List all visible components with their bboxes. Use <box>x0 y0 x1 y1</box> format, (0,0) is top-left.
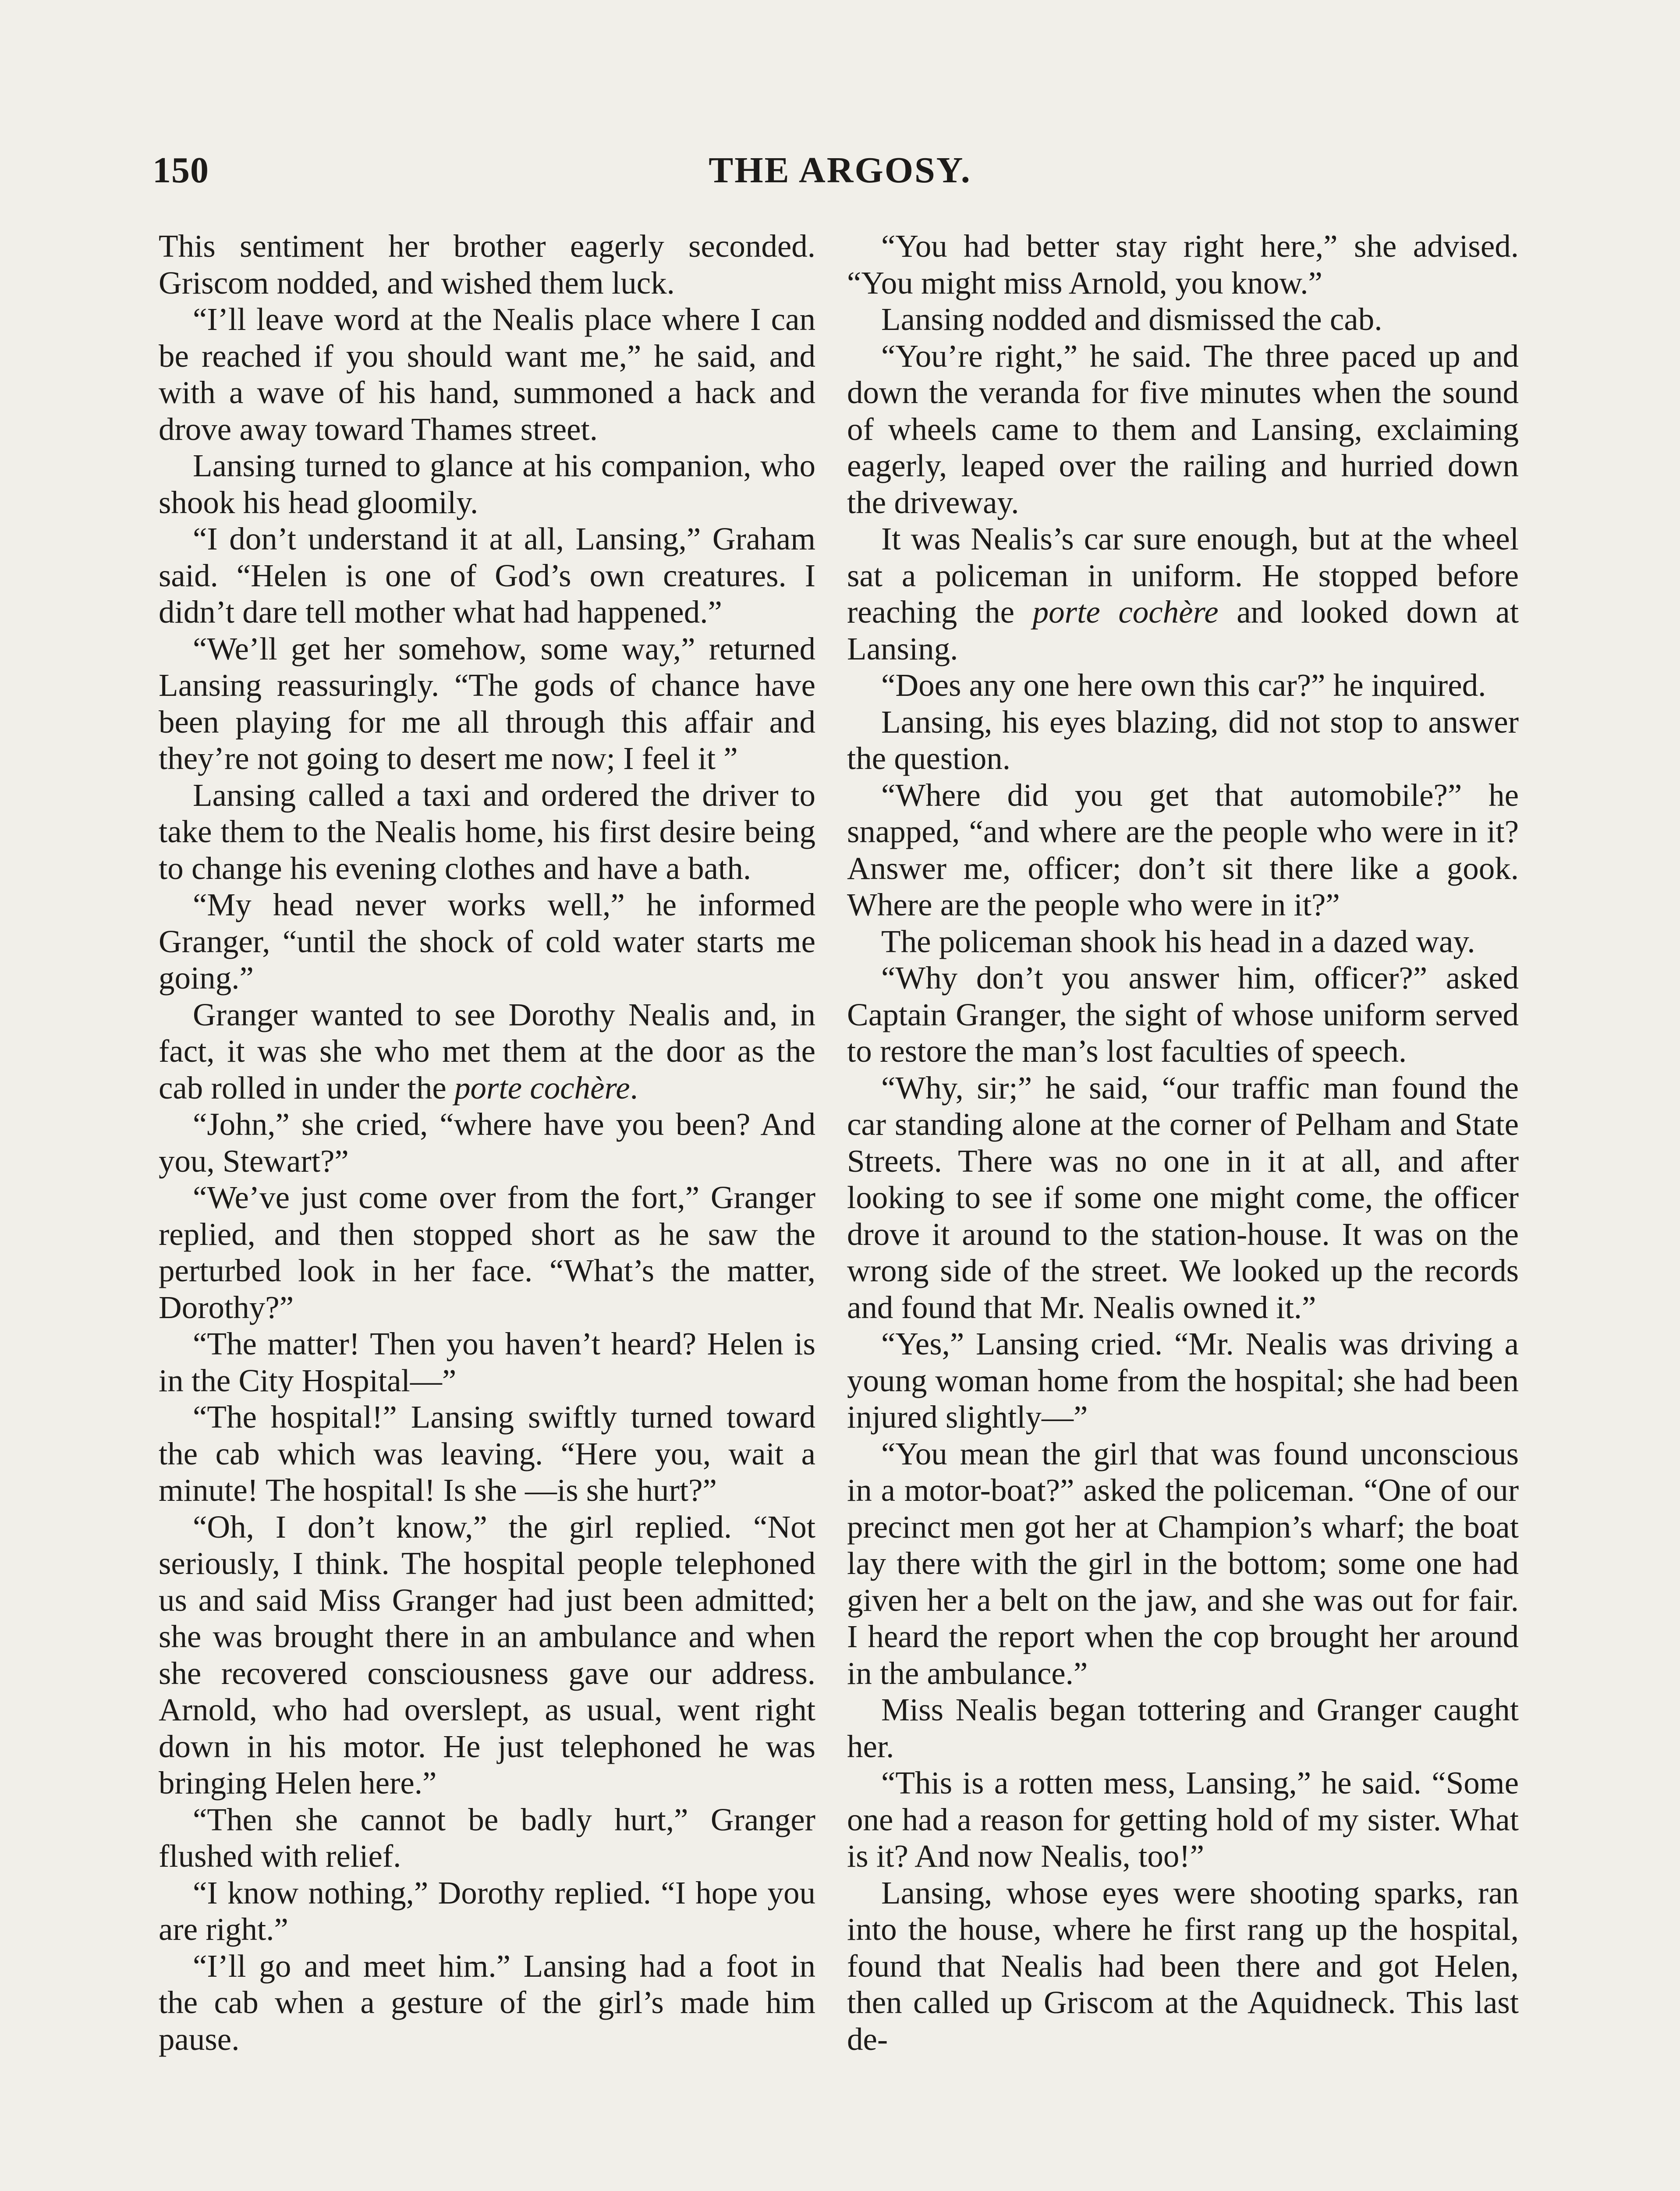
paragraph: Lansing, whose eyes were shooting sparks, ran into the house, where he first rang up the hospital, found that Nealis had been there and got Helen, then called up Griscom at the Aquidneck. This last de- <box>847 1875 1519 2057</box>
paragraph: “I’ll go and meet him.” Lansing had a foot in the cab when a gesture of the girl’s made him pause. <box>159 1948 815 2057</box>
right-column <box>847 228 1519 2191</box>
paragraph: “You’re right,” he said. The three paced up and down the veranda for five minutes when the sound of wheels came to them and Lansing, exclaiming eagerly, leaped over the railing and hurried down the driveway. <box>847 338 1519 520</box>
running-title: THE ARGOSY. <box>709 150 971 191</box>
paragraph: “Why, sir;” he said, “our traffic man found the car standing alone at the corner of Pelham and State Streets. There was no one in it at all, and after looking to see if some one might come, the officer drove it around to the station-house. It was on the wrong side of the street. We looked up the records and found that Mr. Nealis owned it.” <box>847 1070 1519 1325</box>
page-number: 150 <box>152 150 209 191</box>
paragraph: Granger wanted to see Dorothy Nealis and, in fact, it was she who met them at the door as the cab rolled in under the porte cochère. <box>159 996 815 1106</box>
paragraph: “We’ve just come over from the fort,” Granger replied, and then stopped short as he saw the perturbed look in her face. “What’s the matter, Dorothy?” <box>159 1180 815 1325</box>
paragraph: “Oh, I don’t know,” the girl replied. “Not seriously, I think. The hospital people telephoned us and said Miss Granger had just been admitted; she was brought there in an ambulance and when she recovered consciousness gave our address. Arnold, who had overslept, as usual, went right down in his motor. He just telephoned he was bringing Helen here.” <box>159 1509 815 1801</box>
paragraph: “The matter! Then you haven’t heard? Helen is in the City Hospital—” <box>159 1326 815 1398</box>
paragraph: “Yes,” Lansing cried. “Mr. Nealis was driving a young woman home from the hospital; she had been injured slightly—” <box>847 1326 1519 1435</box>
paragraph: Miss Nealis began tottering and Granger caught her. <box>847 1692 1519 1764</box>
paragraph: “I don’t understand it at all, Lansing,” Graham said. “Helen is one of God’s own creatures. I didn’t dare tell mother what had happened.” <box>159 521 815 630</box>
paragraph: This sentiment her brother eagerly seconded. Griscom nodded, and wished them luck. <box>159 228 815 301</box>
paragraph: “Why don’t you answer him, officer?” asked Captain Granger, the sight of whose uniform served to restore the man’s lost faculties of speech. <box>847 960 1519 1069</box>
left-column <box>159 228 815 2191</box>
paragraph: “We’ll get her somehow, some way,” returned Lansing reassuringly. “The gods of chance have been playing for me all through this affair and they’re not going to desert me now; I feel it ” <box>159 631 815 776</box>
paragraph: Lansing called a taxi and ordered the driver to take them to the Nealis home, his first desire being to change his evening clothes and have a bath. <box>159 777 815 886</box>
paragraph: “I know nothing,” Dorothy replied. “I hope you are right.” <box>159 1875 815 1947</box>
paragraph: “Where did you get that automobile?” he snapped, “and where are the people who were in it? Answer me, officer; don’t sit there like a gook. Where are the people who were in it?” <box>847 777 1519 922</box>
paragraph: “The hospital!” Lansing swiftly turned toward the cab which was leaving. “Here you, wait a minute! The hospital! Is she —is she hurt?” <box>159 1399 815 1508</box>
paragraph: “You had better stay right here,” she advised. “You might miss Arnold, you know.” <box>847 228 1519 301</box>
paragraph: The policeman shook his head in a dazed way. <box>881 923 1475 959</box>
paragraph: “Does any one here own this car?” he inquired. <box>881 667 1486 703</box>
paragraph: “My head never works well,” he informed Granger, “until the shock of cold water starts me going.” <box>159 887 815 996</box>
paragraph: Lansing turned to glance at his companion, who shook his head gloomily. <box>159 448 815 520</box>
paragraph: Lansing nodded and dismissed the cab. <box>881 301 1382 337</box>
paragraph: “Then she cannot be badly hurt,” Granger flushed with relief. <box>159 1801 815 1874</box>
paragraph: “This is a rotten mess, Lansing,” he said. “Some one had a reason for getting hold of my sister. What is it? And now Nealis, too!” <box>847 1765 1519 1874</box>
paragraph: “You mean the girl that was found unconscious in a motor-boat?” asked the policeman. “One of our precinct men got her at Champion’s wharf; the boat lay there with the girl in the bottom; some one had given her a belt on the jaw, and she was out for fair. I heard the report when the cop brought her around in the ambulance.” <box>847 1436 1519 1691</box>
paragraph: “I’ll leave word at the Nealis place where I can be reached if you should want me,” he said, and with a wave of his hand, summoned a hack and drove away toward Thames street. <box>159 301 815 447</box>
paragraph: “John,” she cried, “where have you been? And you, Stewart?” <box>159 1106 815 1179</box>
paragraph: It was Nealis’s car sure enough, but at the wheel sat a policeman in uniform. He stopped before reaching the porte cochère and looked down at Lansing. <box>847 521 1519 667</box>
paragraph: Lansing, his eyes blazing, did not stop to answer the question. <box>847 704 1519 776</box>
